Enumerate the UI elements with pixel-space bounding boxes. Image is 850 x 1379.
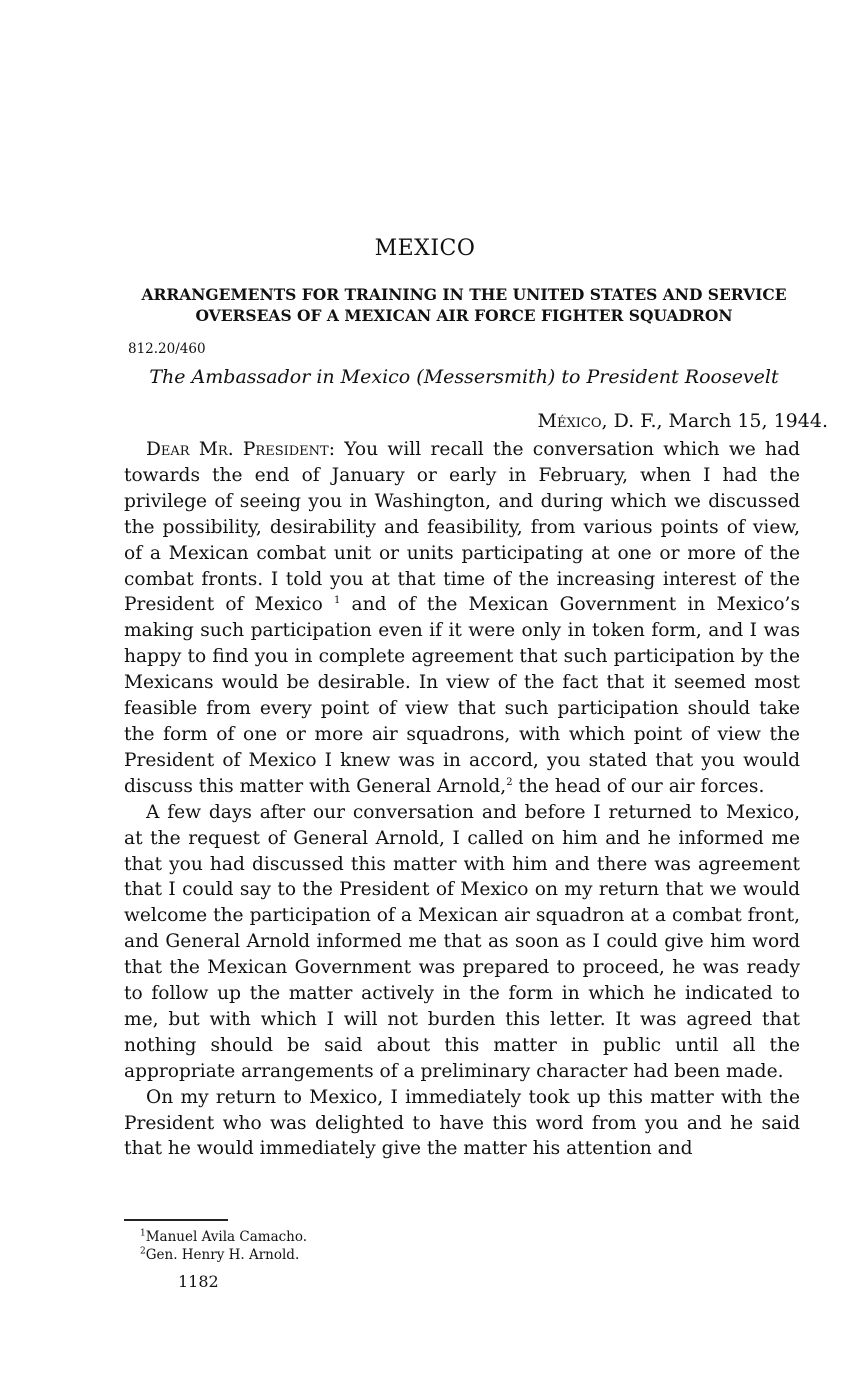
section-heading: ARRANGEMENTS FOR TRAINING IN THE UNITED STATES AND SERVICE OVERSEAS OF A MEXICAN AIR FORCE FIGHTER SQUADRON: [141, 285, 787, 325]
footnote-text: Manuel Avila Camacho.: [145, 1229, 308, 1245]
page-number: 1182: [178, 1272, 219, 1291]
country-heading: MEXICO: [374, 236, 476, 261]
dateline-place: México: [537, 410, 602, 432]
paragraph-2: A few days after our conversation and before I returned to Mexico, at the request of General Arnold, I called on him and he informed me that you had discussed this matter with him and there was agreement that I could say to the President of Mexico on my return that we would welcome the participation of a Mexican air squadron at a combat front, and General Arnold informed me that as soon as I could give him word that the Mexican Government was prepared to proceed, he was ready to follow up the matter actively in the form in which he indicated to me, but with which I will not burden this letter. It was agreed that nothing should be said about this matter in public until all the appropriate arrangements of a preliminary character had been made.: [124, 801, 800, 1082]
footnote-text: Gen. Henry H. Arnold.: [145, 1247, 300, 1263]
paragraph-1-part-c: the head of our air forces.: [512, 775, 765, 797]
footnotes: [140, 1228, 307, 1264]
letter-body: [124, 437, 800, 1162]
footnote-2: [140, 1246, 307, 1264]
document-title: The Ambassador in Mexico (Messersmith) to President Roosevelt: [149, 366, 779, 388]
paragraph-3: On my return to Mexico, I immediately took up this matter with the President who was delighted to have this word from you and he said that he would immediately give the matter his attention and: [124, 1086, 800, 1160]
file-number: 812.20/460: [128, 341, 206, 357]
paragraph-1: [124, 437, 800, 800]
footnote-ref-1: 1: [333, 595, 341, 607]
dateline: [538, 410, 828, 432]
footnote-ref-2: 2: [506, 776, 513, 788]
footnote-marker: 1: [140, 1228, 146, 1239]
salutation: Dear Mr. President: [146, 439, 329, 460]
paragraph-1-part-a: : You will recall the conversation which we had towards the end of January or early in February, when I had the privilege of seeing you in Washington, and during which we discussed the possibility, desirability and feasibility, from various points of view, of a Mexican combat unit or units participating at one or more of the combat fronts. I told you at that time of the increasing interest of the President of Mexico: [124, 439, 800, 616]
dateline-date: , D. F., March 15, 1944.: [601, 410, 828, 432]
footnote-marker: 2: [140, 1246, 146, 1257]
paragraph-1-part-b: and of the Mexican Government in Mexico’s making such participation even if it were only in token form, and I was happy to find you in complete agreement that such participation by the Mexicans would be desirable. In view of the fact that it seemed most feasible from every point of view that such participation should take the form of one or more air squadrons, with which point of view the President of Mexico I knew was in accord, you stated that you would discuss this matter with General Arnold,: [124, 594, 800, 797]
footnote-1: [140, 1228, 307, 1246]
footnote-divider: [124, 1219, 228, 1221]
